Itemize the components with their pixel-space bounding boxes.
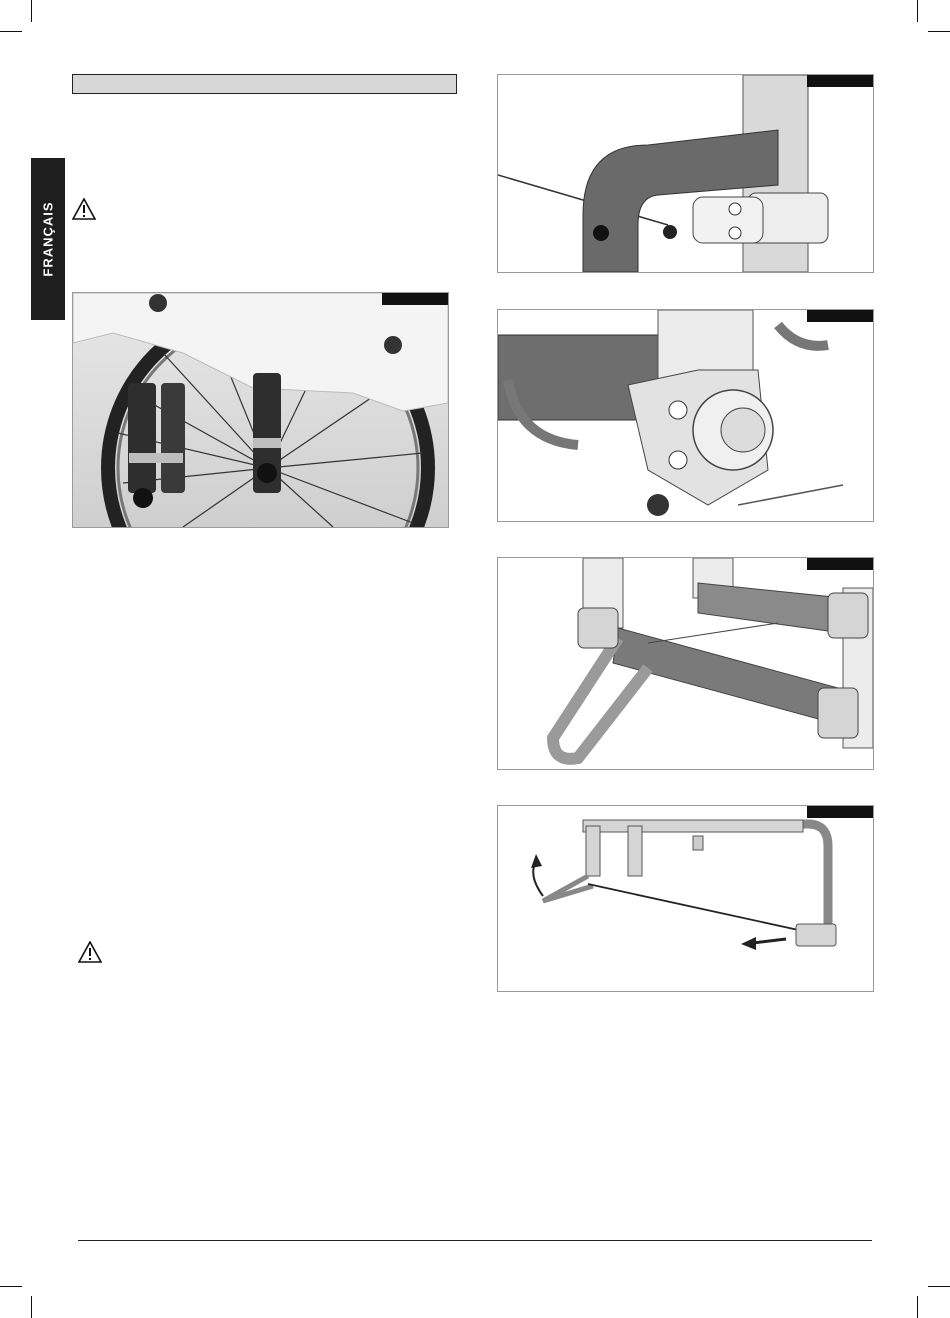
figure-label [807,806,873,818]
figure-label [807,75,873,87]
footer-rule [78,1240,872,1241]
crop-mark [917,1296,918,1318]
diagram-frame-crossbar [497,557,874,770]
crop-mark [31,0,32,22]
diagram-clamp-axle [497,309,874,522]
section-heading-bar [72,74,457,94]
crop-mark [0,31,22,32]
warning-triangle-icon [78,941,102,963]
figure-label [807,558,873,570]
language-label: FRANÇAIS [40,201,56,277]
crop-mark [31,1296,32,1318]
diagram-tube-bracket [497,74,874,273]
photo-front-caster [72,292,449,528]
figure-label [382,293,448,305]
diagram-footrest-frame-arrow [497,805,874,992]
language-tab [31,158,65,320]
crop-mark [917,0,918,22]
crop-mark [0,1286,22,1287]
figure-label [807,310,873,322]
crop-mark [928,31,950,32]
crop-mark [928,1286,950,1287]
warning-triangle-icon [72,198,96,220]
